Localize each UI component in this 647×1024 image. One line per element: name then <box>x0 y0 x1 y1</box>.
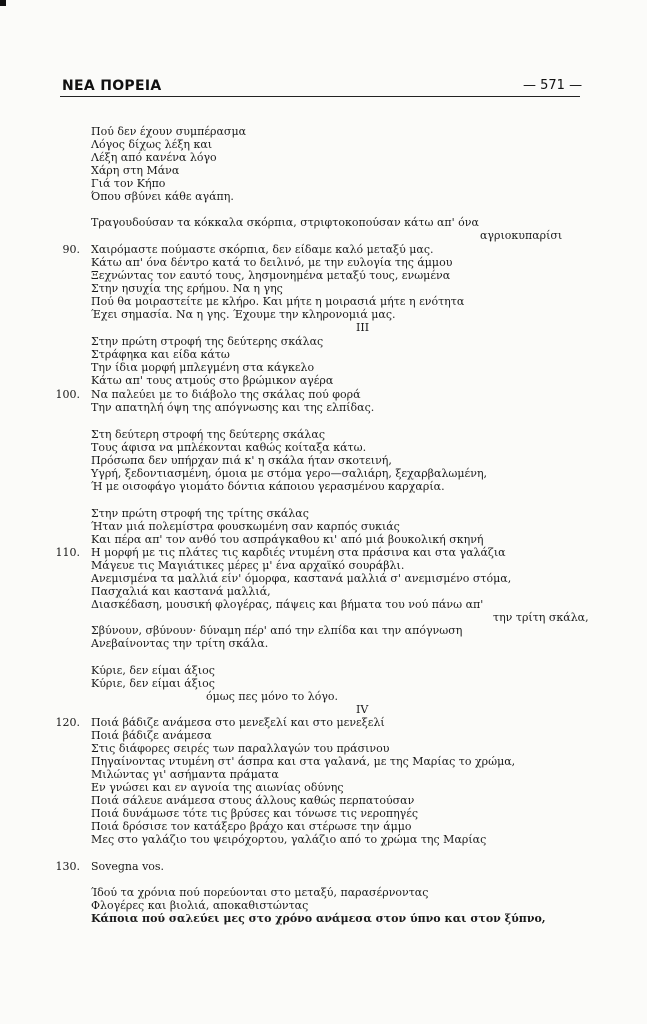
verse-line: Μάγευε τις Μαγιάτικες μέρες μ' ένα αρχαϊκό σουράβλι. <box>91 559 405 572</box>
verse-line: Και πέρα απ' τον ανθό του ασπράγκαθου κι' από μιά βουκολική σκηνή <box>91 533 484 546</box>
verse-line: Ποιά δρόσισε τον κατάξερο βράχο και στέρωσε την άμμο <box>91 820 412 833</box>
journal-title: ΝΕΑ ΠΟΡΕΙΑ <box>62 78 162 94</box>
verse-line: Ποιά σάλευε ανάμεσα στους άλλους καθώς περπατούσαν <box>91 794 415 807</box>
verse-line: Η μορφή με τις πλάτες τις καρδιές ντυμένη στα πράσινα και στα γαλάζια <box>91 546 506 559</box>
verse-line: Ποιά δυνάμωσε τότε τις βρύσες και τόνωσε τις νεροπηγές <box>91 807 419 820</box>
verse-line: Ανεμισμένα τα μαλλιά είν' όμορφα, καστανά μαλλιά σ' ανεμισμένο στόμα, <box>91 572 512 585</box>
line-number: 100. <box>55 388 80 401</box>
verse-line: Ή με οισοφάγο γιομάτο δόντια κάποιου γερασμένου καρχαρία. <box>91 480 445 493</box>
verse-line: Διασκέδαση, μουσική φλογέρας, πάψεις και βήματα του νού πάνω απ' <box>91 598 484 611</box>
verse-line: Μιλώντας γι' ασήμαντα πράματα <box>91 768 279 781</box>
verse-line: Κάτω απ' τους ατμούς στο βρώμικον αγέρα <box>91 374 334 387</box>
line-number: 90. <box>62 243 80 256</box>
verse-line: Στην ησυχία της ερήμου. Να η γης <box>91 282 283 295</box>
verse-line: Στη δεύτερη στροφή της δεύτερης σκάλας <box>91 428 325 441</box>
verse-line: Τους άφισα να μπλέκονται καθώς κοίταξα κάτω. <box>91 441 367 454</box>
section-heading: IV <box>356 703 369 716</box>
line-number: 120. <box>55 716 80 729</box>
verse-line: Τραγουδούσαν τα κόκκαλα σκόρπια, στριφτοκοπούσαν κάτω απ' όνα <box>91 216 479 229</box>
verse-line: Μες στο γαλάζιο του ψειρόχορτου, γαλάζιο από το χρώμα της Μαρίας <box>91 833 487 846</box>
verse-line: Στην πρώτη στροφή της δεύτερης σκάλας <box>91 335 324 348</box>
verse-line: Στην πρώτη στροφή της τρίτης σκάλας <box>91 507 309 520</box>
verse-line: Υγρή, ξεδοντιασμένη, όμοια με στόμα γερο—σαλιάρη, ξεχαρβαλωμένη, <box>91 467 488 480</box>
verse-line: Χαιρόμαστε πούμαστε σκόρπια, δεν είδαμε καλό μεταξύ μας. <box>91 243 434 256</box>
verse-line: Χάρη στη Μάνα <box>91 164 180 177</box>
verse-line: Πού θα μοιραστείτε με κλήρο. Και μήτε η μοιρασιά μήτε η ενότητα <box>91 295 465 308</box>
section-heading: III <box>356 321 370 334</box>
verse-line: Ήταν μιά πολεμίστρα φουσκωμένη σαν καρπός συκιάς <box>91 520 400 533</box>
verse-line: Πασχαλιά και καστανά μαλλιά, <box>91 585 271 598</box>
line-number: 130. <box>55 860 80 873</box>
verse-line: Όπου σβύνει κάθε αγάπη. <box>91 190 234 203</box>
verse-line: Ποιά βάδιζε ανάμεσα <box>91 729 212 742</box>
page-number: — 571 — <box>523 78 583 93</box>
verse-line: Έχει σημασία. Να η γης. Έχουμε την κληρονομιά μας. <box>91 308 396 321</box>
verse-line: Εν γνώσει και εν αγνοία της αιωνίας οδύνης <box>91 781 344 794</box>
verse-line: Την απατηλή όψη της απόγνωσης και της ελπίδας. <box>91 401 375 414</box>
verse-line-continuation: αγριοκυπαρίσι <box>480 229 563 242</box>
verse-line-continuation: την τρίτη σκάλα, <box>493 611 589 624</box>
verse-line: Την ίδια μορφή μπλεγμένη στα κάγκελο <box>91 361 315 374</box>
verse-line: Γιά τον Κήπο <box>91 177 166 190</box>
verse-line: Ποιά βάδιζε ανάμεσα στο μενεξελί και στο μενεξελί <box>91 716 385 729</box>
verse-line: Κύριε, δεν είμαι άξιος <box>91 677 215 690</box>
verse-line: Ίδού τα χρόνια πού πορεύονται στο μεταξύ, παρασέρνοντας <box>91 886 429 899</box>
verse-line: Πού δεν έχουν συμπέρασμα <box>91 125 247 138</box>
line-number: 110. <box>55 546 80 559</box>
verse-line: Πρόσωπα δεν υπήρχαν πιά κ' η σκάλα ήταν σκοτεινή, <box>91 454 392 467</box>
verse-line: όμως πες μόνο το λόγο. <box>206 690 339 703</box>
verse-line: Κάποια πού σαλεύει μες στο χρόνο ανάμεσα στον ύπνο και στον ξύπνο, <box>91 912 546 925</box>
verse-line: Πηγαίνοντας ντυμένη στ' άσπρα και στα γαλανά, με της Μαρίας το χρώμα, <box>91 755 516 768</box>
verse-line: Στράφηκα και είδα κάτω <box>91 348 230 361</box>
verse-line: Να παλεύει με το διάβολο της σκάλας πού φορά <box>91 388 361 401</box>
verse-line: Φλογέρες και βιολιά, αποκαθιστώντας <box>91 899 309 912</box>
verse-line: Στις διάφορες σειρές των παραλλαγών του πράσινου <box>91 742 390 755</box>
verse-line: Sovegna vos. <box>91 860 165 873</box>
verse-line: Λόγος δίχως λέξη και <box>91 138 213 151</box>
verse-line: Λέξη από κανένα λόγο <box>91 151 217 164</box>
verse-line: Κύριε, δεν είμαι άξιος <box>91 664 215 677</box>
verse-line: Ανεβαίνοντας την τρίτη σκάλα. <box>91 637 269 650</box>
verse-line: Ξεχνώντας τον εαυτό τους, λησμονημένα μεταξύ τους, ενωμένα <box>91 269 451 282</box>
verse-line: Σβύνουν, σβύνουν· δύναμη πέρ' από την ελπίδα και την απόγνωση <box>91 624 463 637</box>
verse-line: Κάτω απ' όνα δέντρο κατά το δειλινό, με την ευλογία της άμμου <box>91 256 453 269</box>
